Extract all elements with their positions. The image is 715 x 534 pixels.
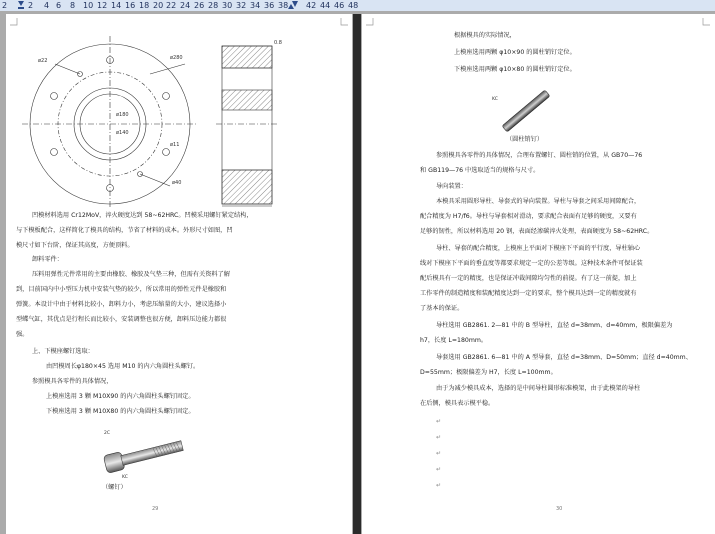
ruler-tick-label: 32 <box>236 1 247 10</box>
paragraph-line: 下模座选用 3 颗 M10X80 的内六角圆柱头螺钉固定。 <box>46 408 195 415</box>
tab-stop-icon[interactable] <box>292 1 298 9</box>
die-section-view <box>216 46 278 206</box>
paragraph-line: 上模座选用两颗 φ10×90 的圆柱销钉定位。 <box>454 49 576 56</box>
paragraph-line: h7，长度 L=180mm。 <box>420 337 488 344</box>
page-number: 29 <box>152 506 159 512</box>
ruler-tick-label: 10 <box>83 1 94 10</box>
paragraph-mark-icon: ↵ <box>436 466 442 473</box>
ruler-tick-label: 34 <box>250 1 261 10</box>
paragraph-mark-icon: ↵ <box>436 450 442 457</box>
paragraph-line: 由于为减少模具成本，选择的是中间导柱圆形标准模架，由于此模架的导柱 <box>436 385 641 392</box>
ruler-tick-label: 16 <box>125 1 136 10</box>
paragraph-line: 在后侧，模具表示模平稳。 <box>420 400 495 407</box>
ruler-tick-label: 2 <box>28 1 34 10</box>
paragraph-line: 凹模材料选用 Cr12MoV，淬火硬度达到 58~62HRC。凹模采用螺钉紧定结构， <box>32 212 253 219</box>
margin-corner-mark-icon <box>366 18 374 26</box>
paragraph-line: 导套选用 GB2861. 6—81 中的 A 型导套，直径 d=38mm、D=50mm；直径 d=40mm、 <box>436 354 692 361</box>
paragraph-line: 参照模具各零件的具体情况， <box>32 378 113 385</box>
paragraph-line: 导柱选用 GB2861. 2—81 中的 B 型导柱，直径 d=38mm、d=40mm，极限偏差为 <box>436 322 673 329</box>
paragraph-line: 和 GB119—76 中选取适当的规格与尺寸。 <box>420 167 540 174</box>
page-gap <box>353 14 361 534</box>
ruler-tick-label: 44 <box>320 1 331 10</box>
paragraph-line: 与下模板配合，这样简化了模具的结构，节省了材料的成本。外形尺寸如图，凹 <box>16 227 233 234</box>
paragraph-line: 配合精度为 H7/f6。导柱与导套相对滑动，要求配合表面有足够的硬度，又要有 <box>420 213 637 220</box>
paragraph-line: 足够的韧性，所以材料选用 20 钢，表面经渗碳淬火处理，表面硬度为 58~62HRC。 <box>420 228 654 235</box>
margin-corner-mark-icon <box>702 18 710 26</box>
ruler-tick-label: 2 <box>2 1 8 10</box>
section-heading: 上、下模座螺钉选取： <box>32 348 94 355</box>
section-heading: 导向装置： <box>436 183 467 190</box>
axis-label: KC <box>122 475 128 480</box>
paragraph-line: 型蝶气缸，其优点是行程长而比较小，安装调整也很方便，卸料压边能力都很 <box>16 316 227 323</box>
dimension-label: ø140 <box>116 130 129 136</box>
cylindrical-pin-image <box>490 84 562 138</box>
paragraph-line: D=55mm；极限偏差为 H7，长度 L=100mm。 <box>420 369 557 376</box>
left-indent-handle-icon[interactable] <box>18 1 24 9</box>
paragraph-line: 模尺寸如下台阶，保证其高度，方便顶料。 <box>16 242 134 249</box>
paragraph-line: 配后模具有一定的精度，也是保证冲裁间隙均匀性的前提。有了这一前提，加上 <box>420 275 637 282</box>
axis-label: 2C <box>104 431 111 436</box>
figure-caption: （螺钉） <box>102 484 127 491</box>
ruler-tick-label: 14 <box>111 1 122 10</box>
ruler-tick-label: 18 <box>139 1 150 10</box>
paragraph-line: 弹簧。本设计中由于材料比较小，卸料力小，考虑压缩量的大小，建议选择小 <box>16 301 227 308</box>
paragraph-line: 强。 <box>16 331 29 338</box>
paragraph-line: 线对下模座下平面的垂直度等都要求规定一定的公差等级。这种技术条件可保证装 <box>420 260 643 267</box>
dimension-label: ø11 <box>170 142 180 148</box>
ruler-tick-label: 42 <box>306 1 317 10</box>
die-technical-drawing <box>20 34 285 209</box>
ruler-tick-label: 22 <box>166 1 177 10</box>
ruler-tick-label: 4 <box>44 1 50 10</box>
ruler-tick-label: 36 <box>264 1 275 10</box>
ruler-tick-label: 46 <box>334 1 345 10</box>
paragraph-mark-icon: ↵ <box>436 418 442 425</box>
ruler-tick-label: 6 <box>56 1 62 10</box>
paragraph-line: 根据模具的实际情况， <box>454 32 516 39</box>
ruler-tick-label: 26 <box>194 1 205 10</box>
ruler-tick-label: 38 <box>278 1 289 10</box>
horizontal-ruler[interactable] <box>0 0 715 11</box>
dimension-label: ø40 <box>172 180 182 186</box>
dimension-label: ø22 <box>38 58 48 64</box>
paragraph-line: 下模座选用两颗 φ10×80 的圆柱销钉定位。 <box>454 66 576 73</box>
dimension-label: ø280 <box>170 55 183 61</box>
paragraph-line: 工作零件的制造精度和装配精度达到一定的要求，整个模具达到一定的精度就有 <box>420 290 637 297</box>
paragraph-line: 由凹模周长φ180×45 选用 M10 的内六角圆柱头螺钉。 <box>46 363 200 370</box>
paragraph-line: 了基本的保证。 <box>420 305 464 312</box>
paragraph-mark-icon: ↵ <box>436 434 442 441</box>
margin-corner-mark-icon <box>10 18 18 26</box>
paragraph-line: 导柱、导套的配合精度，上模座上平面对下模座下平面的平行度，导柱轴心 <box>436 245 641 252</box>
paragraph-line: 到，目前国内中小型压力机中安装气垫的较少，所以常用的弹性元件是橡胶和 <box>16 286 227 293</box>
document-page-right[interactable] <box>362 14 715 534</box>
ruler-tick-label: 28 <box>208 1 219 10</box>
ruler-tick-label: 30 <box>222 1 233 10</box>
paragraph-line: 参照模具各零件的具体情况，合理布置螺钉、圆柱销的位置，从 GB70—76 <box>436 152 643 159</box>
paragraph-line: 上模座选用 3 颗 M10X90 的内六角圆柱头螺钉固定。 <box>46 393 195 400</box>
figure-caption: （圆柱销钉） <box>506 136 544 143</box>
paragraph-line: 压料用弹性元件常用的主要由橡胶、橡胶及气垫三种，但需有关资料了解 <box>32 271 230 278</box>
ruler-tick-label: 48 <box>348 1 359 10</box>
ruler-tick-label: 24 <box>180 1 191 10</box>
page-number: 30 <box>556 506 563 512</box>
hex-socket-screw-image <box>94 426 194 482</box>
axis-label: KC <box>492 97 498 102</box>
margin-corner-mark-icon <box>340 18 348 26</box>
dimension-label: ø180 <box>116 112 129 118</box>
dimension-label: 0.8 <box>274 40 282 46</box>
ruler-tick-label: 20 <box>153 1 164 10</box>
ruler-tick-label: 8 <box>70 1 76 10</box>
paragraph-line: 本模具采用圆形导柱、导套式的导向装置。导柱与导套之间采用间隙配合， <box>436 198 641 205</box>
paragraph-mark-icon: ↵ <box>436 482 442 489</box>
ruler-tick-label: 12 <box>97 1 108 10</box>
document-page-left[interactable] <box>6 14 352 534</box>
section-heading: 卸料零件： <box>32 256 63 263</box>
